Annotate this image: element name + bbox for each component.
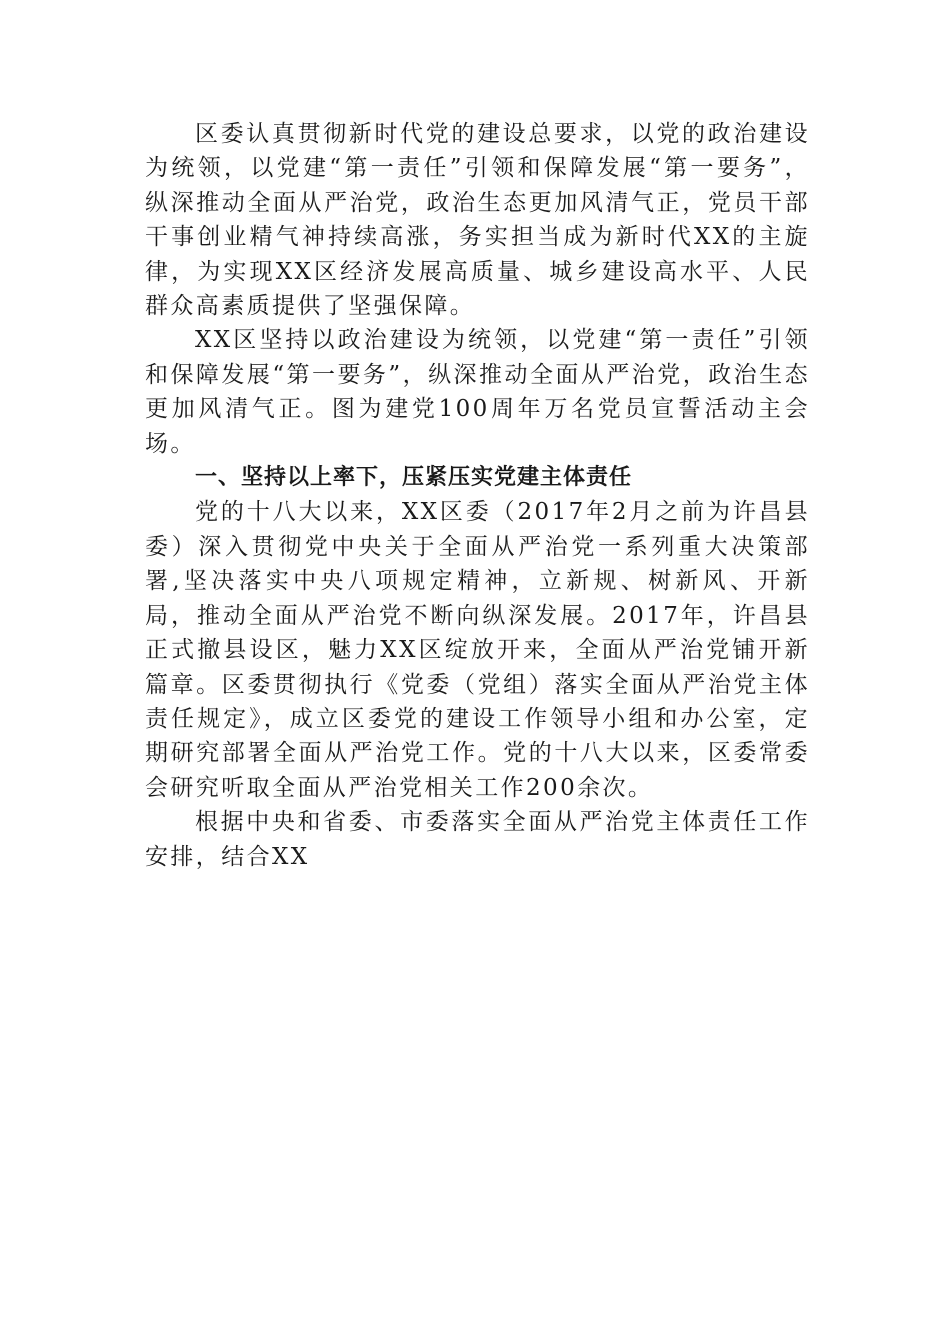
section-heading: 一、坚持以上率下，压紧压实党建主体责任 <box>195 465 633 491</box>
section-paragraph-2: 根据中央和省委、市委落实全面从严治党主体责任工作安排，结合XX <box>145 809 810 870</box>
intro-paragraph-1: 区委认真贯彻新时代党的建设总要求，以党的政治建设为统领，以党建“第一责任”引领和保障发展“第一要务”，纵深推动全面从严治党，政治生态更加风清气正，党员干部干事创业精气神持续高涨，务实担当成为新时代XX的主旋律，为实现XX区经济发展高质量、城乡建设高水平、人民群众高素质提供了坚强保障。 <box>145 121 810 320</box>
intro-paragraph-2: XX区坚持以政治建设为统领，以党建“第一责任”引领和保障发展“第一要务”，纵深推动全面从严治党，政治生态更加风清气正。图为建党100周年万名党员宣誓活动主会场。 <box>145 327 810 457</box>
document-body <box>145 117 810 874</box>
section-paragraph-1: 党的十八大以来，XX区委（2017年2月之前为许昌县委）深入贯彻党中央关于全面从严治党一系列重大决策部署,坚决落实中央八项规定精神，立新规、树新风、开新局，推动全面从严治党不断向纵深发展。2017年，许昌县正式撤县设区，魅力XX区绽放开来，全面从严治党铺开新篇章。区委贯彻执行《党委（党组）落实全面从严治党主体责任规定》，成立区委党的建设工作领导小组和办公室，定期研究部署全面从严治党工作。党的十八大以来，区委常委会研究听取全面从严治党相关工作200余次。 <box>145 499 810 801</box>
